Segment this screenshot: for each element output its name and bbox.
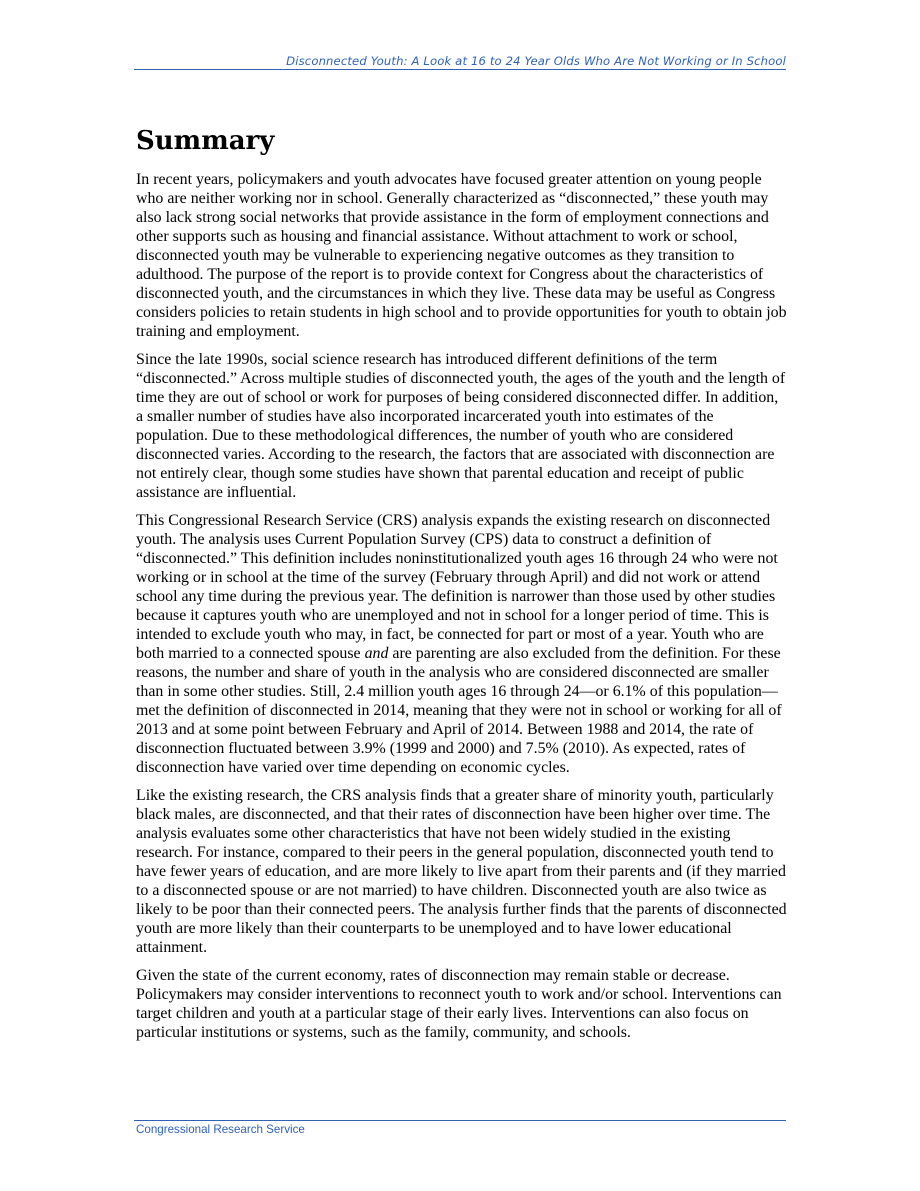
section-title: Summary [136,126,275,156]
header-divider [134,69,786,70]
summary-paragraph-5: Given the state of the current economy, rates of disconnection may remain stable or decrease. Policymakers may consider interventions to reconnect youth to work and/or school. Interventions can target children and youth at a particular stage of their early lives. Interventions can also focus on particular institutions or systems, such as the family, community, and schools. [136,967,782,1041]
footer-organization: Congressional Research Service [136,1123,305,1136]
paragraph-3-emphasis: and [364,645,389,662]
summary-section [136,123,788,1051]
paragraph-3-text-before: This Congressional Research Service (CRS) analysis expands the existing research on disconnected youth. The analysis uses Current Population Survey (CPS) data to construct a definition of “disconnected.” This definition includes noninstitutionalized youth ages 16 through 24 who were not working or in school at the time of the survey (February through April) and did not work or attend school any time during the previous year. The definition is narrower than those used by other studies because it captures youth who are unemployed and not in school for a longer period of time. This is intended to exclude youth who may, in fact, be connected for part or most of a year. Youth who are both married to a connected spouse [136,512,778,662]
summary-paragraph-2: Since the late 1990s, social science research has introduced different definitions of the term “disconnected.” Across multiple studies of disconnected youth, the ages of the youth and the length of time they are out of school or work for purposes of being considered disconnected differ. In addition, a smaller number of studies have also incorporated incarcerated youth into estimates of the population. Due to these methodological differences, the number of youth who are considered disconnected varies. According to the research, the factors that are associated with disconnection are not entirely clear, though some studies have shown that parental education and receipt of public assistance are influential. [136,351,786,501]
footer-divider [134,1120,786,1121]
summary-paragraph-4: Like the existing research, the CRS analysis finds that a greater share of minority youth, particularly black males, are disconnected, and that their rates of disconnection have been higher over time. The analysis evaluates some other characteristics that have not been widely studied in the existing research. For instance, compared to their peers in the general population, disconnected youth tend to have fewer years of education, and are more likely to live apart from their parents and (if they married to a disconnected spouse or are not married) to have children. Disconnected youth are also twice as likely to be poor than their connected peers. The analysis further finds that the parents of disconnected youth are more likely than their counterparts to be unemployed and to have lower educational attainment. [136,787,787,956]
running-header-title: Disconnected Youth: A Look at 16 to 24 Year Olds Who Are Not Working or In School [286,54,786,68]
summary-paragraph-3 [136,511,788,777]
summary-paragraph-1: In recent years, policymakers and youth advocates have focused greater attention on young people who are neither working nor in school. Generally characterized as “disconnected,” these youth may also lack strong social networks that provide assistance in the form of employment connections and other supports such as housing and financial assistance. Without attachment to work or school, disconnected youth may be vulnerable to experiencing negative outcomes as they transition to adulthood. The purpose of the report is to provide context for Congress about the characteristics of disconnected youth, and the circumstances in which they live. These data may be useful as Congress considers policies to retain students in high school and to provide opportunities for youth to obtain job training and employment. [136,171,787,340]
paragraph-3-text-after: are parenting are also excluded from the definition. For these reasons, the number and share of youth in the analysis who are considered disconnected are smaller than in some other studies. Still, 2.4 million youth ages 16 through 24—or 6.1% of this population—met the definition of disconnected in 2014, meaning that they were not in school or working for all of 2013 and at some point between February and April of 2014. Between 1988 and 2014, the rate of disconnection fluctuated between 3.9% (1999 and 2000) and 7.5% (2010). As expected, rates of disconnection have varied over time depending on economic cycles. [136,645,782,776]
